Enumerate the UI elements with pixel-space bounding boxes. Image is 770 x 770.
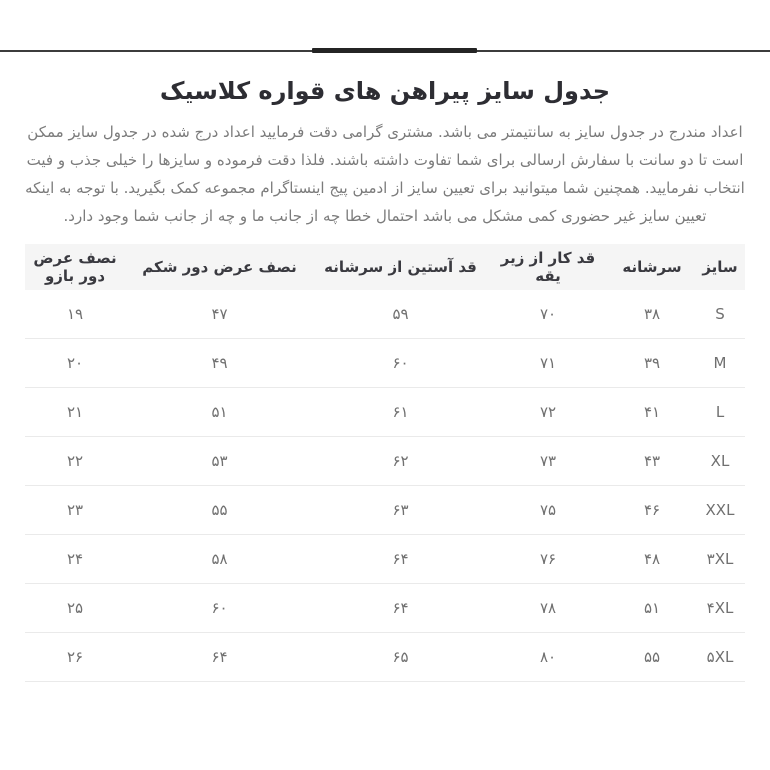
size-cell: M	[695, 339, 745, 388]
column-header-4: نصف عرض دور شکم	[125, 244, 314, 290]
tab-bar-divider	[0, 0, 770, 52]
measurement-cell: ۷۵	[487, 486, 609, 535]
measurement-cell: ۵۱	[609, 584, 695, 633]
measurement-cell: ۳۹	[609, 339, 695, 388]
measurement-cell: ۲۱	[25, 388, 125, 437]
table-body	[25, 290, 745, 682]
size-guide-description: اعداد مندرج در جدول سایز به سانتیمتر می باشد. مشتری گرامی دقت فرمایید اعداد درج شده در جدول سایز ممکن است تا دو سانت با سفارش ارسالی برای شما تفاوت داشته باشند. فلذا دقت فرموده و سایزها را خیلی جذب و فیت انتخاب نفرمایید. همچنین شما میتوانید برای تعیین سایز از ادمین پیج اینستاگرام مجموعه کمک بگیرید. با توجه به اینکه تعیین سایز غیر حضوری کمی مشکل می باشد احتمال خطا چه از جانب ما و چه از جانب شما وجود دارد.	[25, 123, 745, 225]
size-cell: S	[695, 290, 745, 339]
measurement-cell: ۶۰	[125, 584, 314, 633]
measurement-cell: ۴۹	[125, 339, 314, 388]
measurement-cell: ۶۰	[314, 339, 487, 388]
measurement-cell: ۸۰	[487, 633, 609, 682]
table-header-row	[25, 244, 745, 290]
measurement-cell: ۵۵	[125, 486, 314, 535]
measurement-cell: ۴۳	[609, 437, 695, 486]
measurement-cell: ۴۷	[125, 290, 314, 339]
measurement-cell: ۶۴	[125, 633, 314, 682]
measurement-cell: ۵۸	[125, 535, 314, 584]
size-cell: XL	[695, 437, 745, 486]
measurement-cell: ۳۸	[609, 290, 695, 339]
column-header-2: قد کار از زیر یقه	[487, 244, 609, 290]
measurement-cell: ۵۱	[125, 388, 314, 437]
measurement-cell: ۷۳	[487, 437, 609, 486]
table-row	[25, 633, 745, 682]
table-row	[25, 388, 745, 437]
measurement-cell: ۲۴	[25, 535, 125, 584]
size-cell: ۴XL	[695, 584, 745, 633]
size-chart-table	[25, 244, 745, 682]
measurement-cell: ۷۱	[487, 339, 609, 388]
measurement-cell: ۷۲	[487, 388, 609, 437]
column-header-3: قد آستین از سرشانه	[314, 244, 487, 290]
measurement-cell: ۵۵	[609, 633, 695, 682]
size-cell: ۵XL	[695, 633, 745, 682]
table-row	[25, 437, 745, 486]
column-header-0: سایز	[695, 244, 745, 290]
column-header-5: نصف عرض دور بازو	[25, 244, 125, 290]
measurement-cell: ۶۴	[314, 535, 487, 584]
table-row	[25, 486, 745, 535]
active-tab-indicator	[312, 48, 477, 53]
measurement-cell: ۴۸	[609, 535, 695, 584]
table-row	[25, 290, 745, 339]
measurement-cell: ۲۳	[25, 486, 125, 535]
table-row	[25, 584, 745, 633]
measurement-cell: ۷۰	[487, 290, 609, 339]
size-cell: ۳XL	[695, 535, 745, 584]
measurement-cell: ۷۶	[487, 535, 609, 584]
measurement-cell: ۵۹	[314, 290, 487, 339]
measurement-cell: ۲۲	[25, 437, 125, 486]
size-cell: L	[695, 388, 745, 437]
measurement-cell: ۶۵	[314, 633, 487, 682]
measurement-cell: ۷۸	[487, 584, 609, 633]
table-row	[25, 535, 745, 584]
measurement-cell: ۴۱	[609, 388, 695, 437]
measurement-cell: ۶۴	[314, 584, 487, 633]
measurement-cell: ۱۹	[25, 290, 125, 339]
measurement-cell: ۵۳	[125, 437, 314, 486]
page-title: جدول سایز پیراهن های قواره کلاسیک	[159, 77, 611, 105]
size-cell: XXL	[695, 486, 745, 535]
measurement-cell: ۴۶	[609, 486, 695, 535]
column-header-1: سرشانه	[609, 244, 695, 290]
measurement-cell: ۲۵	[25, 584, 125, 633]
measurement-cell: ۶۲	[314, 437, 487, 486]
measurement-cell: ۶۳	[314, 486, 487, 535]
table-row	[25, 339, 745, 388]
measurement-cell: ۲۰	[25, 339, 125, 388]
measurement-cell: ۶۱	[314, 388, 487, 437]
measurement-cell: ۲۶	[25, 633, 125, 682]
